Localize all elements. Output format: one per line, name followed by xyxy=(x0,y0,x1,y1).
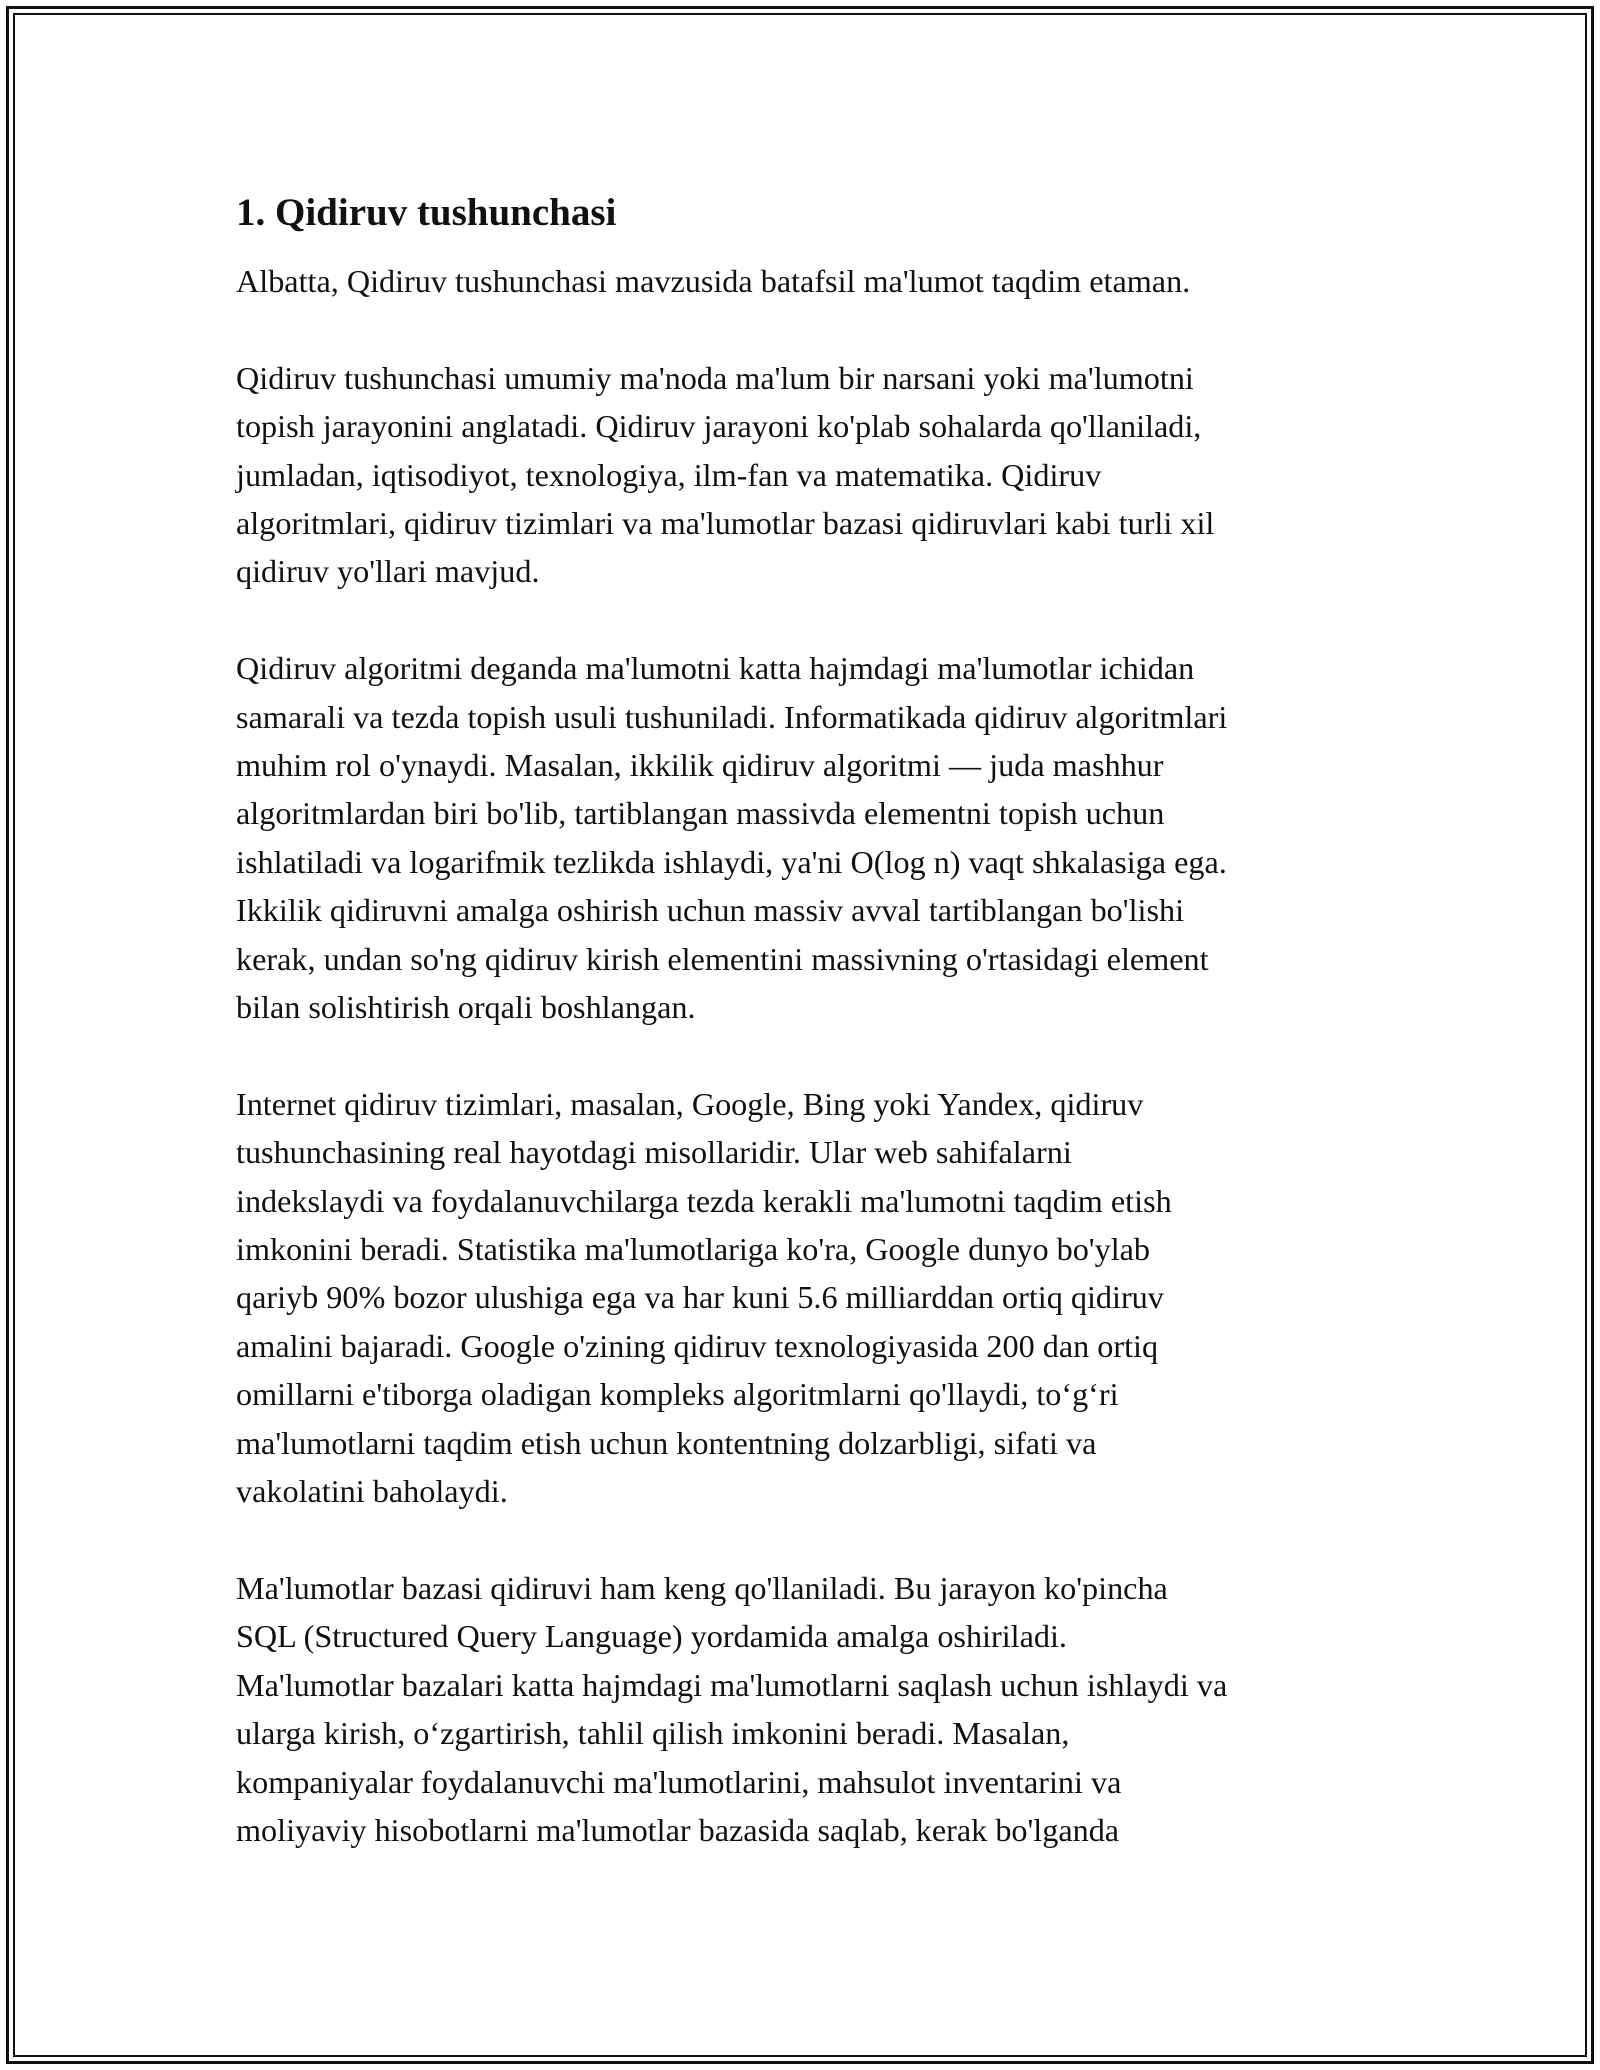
text-line: qariyb 90% bozor ulushiga ega va har kuni 5.6 milliarddan ortiq qidiruv xyxy=(236,1279,1164,1316)
text-line: omillarni e'tiborga oladigan kompleks algoritmlarni qo'llaydi, to‘g‘ri xyxy=(236,1376,1119,1413)
text-line: topish jarayonini anglatadi. Qidiruv jarayoni ko'plab sohalarda qo'llaniladi, xyxy=(236,408,1202,445)
text-line: tushunchasining real hayotdagi misollaridir. Ular web sahifalarni xyxy=(236,1134,1072,1171)
text-line: moliyaviy hisobotlarni ma'lumotlar bazasida saqlab, kerak bo'lganda xyxy=(236,1811,1120,1848)
text-line: ishlatiladi va logarifmik tezlikda ishlaydi, ya'ni O(log n) vaqt shkalasiga ega. xyxy=(236,843,1227,880)
text-line: vakolatini baholaydi. xyxy=(236,1473,508,1510)
text-line: jumladan, iqtisodiyot, texnologiya, ilm-fan va matematika. Qidiruv xyxy=(236,456,1102,493)
text-line: muhim rol o'ynaydi. Masalan, ikkilik qidiruv algoritmi — juda mashhur xyxy=(236,747,1164,784)
document-body xyxy=(236,185,1386,1903)
paragraph-algorithms xyxy=(236,644,1386,1031)
text-line: Internet qidiruv tizimlari, masalan, Google, Bing yoki Yandex, qidiruv xyxy=(236,1085,1144,1122)
text-line: bilan solishtirish orqali boshlangan. xyxy=(236,989,696,1026)
text-line: kerak, undan so'ng qidiruv kirish elementini massivning o'rtasidagi element xyxy=(236,940,1209,977)
text-line: ma'lumotlarni taqdim etish uchun kontentning dolzarbligi, sifati va xyxy=(236,1424,1097,1461)
section-heading: 1. Qidiruv tushunchasi xyxy=(236,191,617,234)
text-line: amalini bajaradi. Google o'zining qidiruv texnologiyasida 200 dan ortiq xyxy=(236,1327,1159,1364)
paragraph-definition xyxy=(236,354,1386,596)
text-line: Qidiruv algoritmi deganda ma'lumotni katta hajmdagi ma'lumotlar ichidan xyxy=(236,650,1195,687)
paragraph-intro xyxy=(236,257,1386,305)
text-line: qidiruv yo'llari mavjud. xyxy=(236,553,540,590)
text-line: imkonini beradi. Statistika ma'lumotlariga ko'ra, Google dunyo bo'ylab xyxy=(236,1231,1151,1268)
text-line: algoritmlari, qidiruv tizimlari va ma'lumotlar bazasi qidiruvlari kabi turli xil xyxy=(236,505,1215,542)
text-line: algoritmlardan biri bo'lib, tartiblangan massivda elementni topish uchun xyxy=(236,795,1165,832)
text-line: ularga kirish, o‘zgartirish, tahlil qilish imkonini beradi. Masalan, xyxy=(236,1715,1070,1752)
text-line: Ma'lumotlar bazasi qidiruvi ham keng qo'llaniladi. Bu jarayon ko'pincha xyxy=(236,1569,1168,1606)
text-line: samarali va tezda topish usuli tushuniladi. Informatikada qidiruv algoritmlari xyxy=(236,698,1228,735)
paragraph-databases xyxy=(236,1564,1386,1854)
text-line: kompaniyalar foydalanuvchi ma'lumotlarini, mahsulot inventarini va xyxy=(236,1763,1122,1800)
paragraph-search-engines xyxy=(236,1080,1386,1516)
text-line: indekslaydi va foydalanuvchilarga tezda kerakli ma'lumotni taqdim etish xyxy=(236,1182,1172,1219)
text-line: Ikkilik qidiruvni amalga oshirish uchun massiv avval tartiblangan bo'lishi xyxy=(236,892,1185,929)
text-line: Ma'lumotlar bazalari katta hajmdagi ma'lumotlarni saqlash uchun ishlaydi va xyxy=(236,1666,1228,1703)
text-line: Albatta, Qidiruv tushunchasi mavzusida batafsil ma'lumot taqdim etaman. xyxy=(236,263,1191,299)
text-line: SQL (Structured Query Language) yordamida amalga oshiriladi. xyxy=(236,1618,1067,1655)
text-line: Qidiruv tushunchasi umumiy ma'noda ma'lum bir narsani yoki ma'lumotni xyxy=(236,359,1194,396)
